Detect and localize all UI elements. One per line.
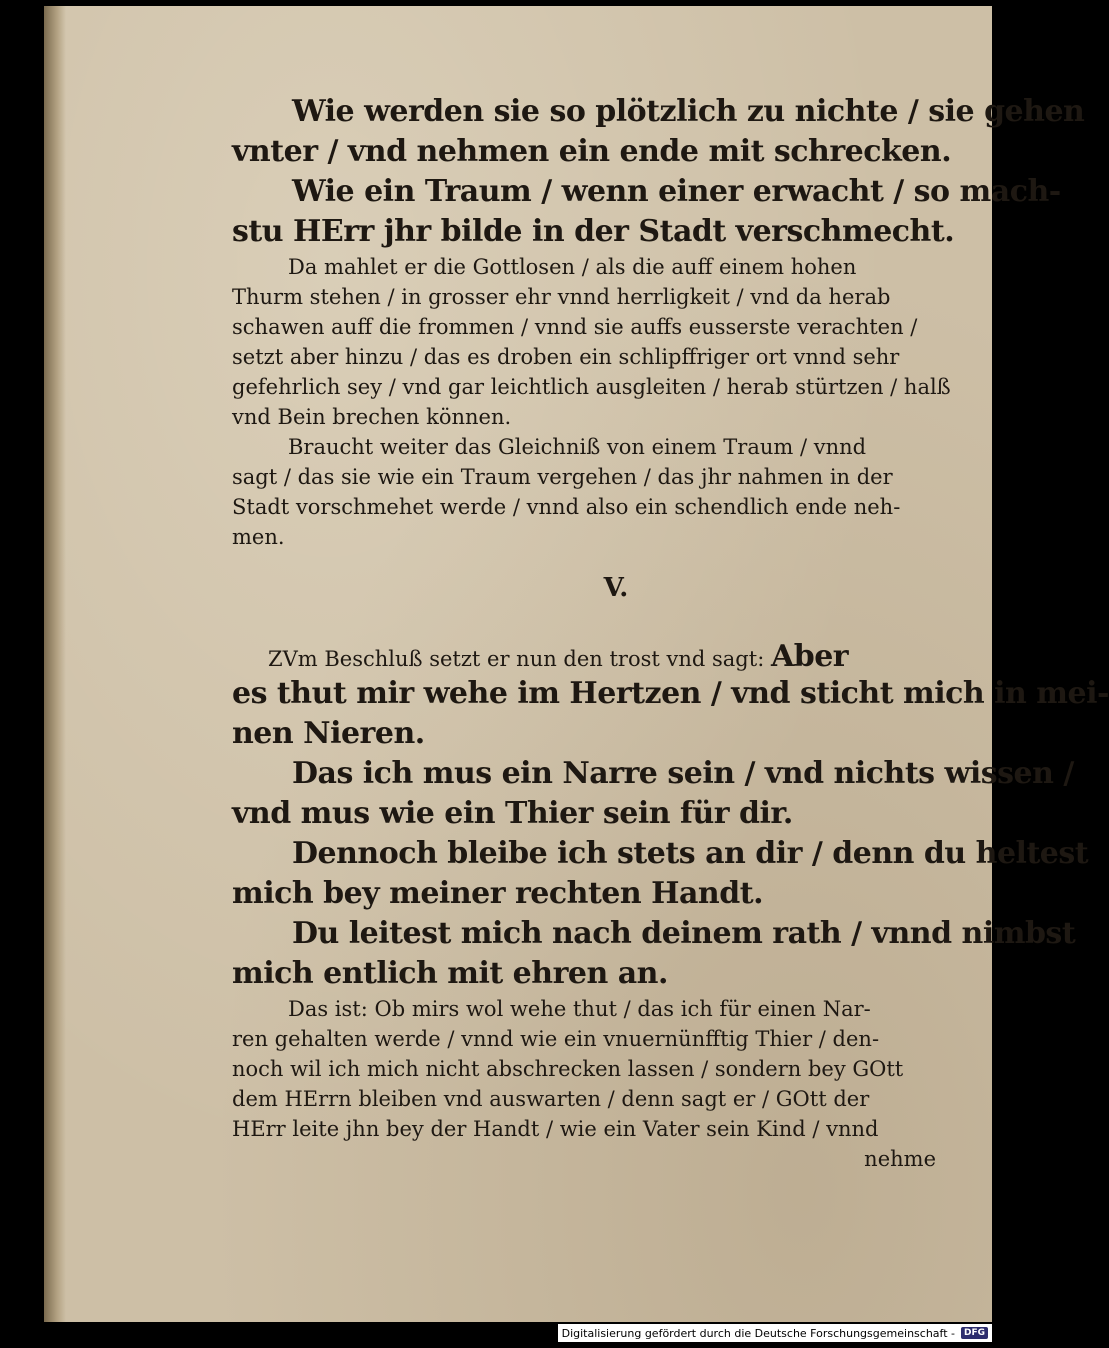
text-line: Braucht weiter das Gleichniß von einem Traum / vnnd <box>288 435 867 459</box>
text-line: es thut mir wehe im Hertzen / vnd sticht mich in mei- <box>232 676 1109 711</box>
footer-text: Digitalisierung gefördert durch die Deutsche Forschungsgemeinschaft - <box>561 1326 955 1340</box>
text-line <box>232 639 960 674</box>
text-line: Thurm stehen / in grosser ehr vnnd herrligkeit / vnd da herab <box>232 285 891 309</box>
text-line: mich entlich mit ehren an. <box>232 956 668 991</box>
catchword: nehme <box>864 1147 936 1171</box>
text-line: men. <box>232 525 285 549</box>
dfg-logo: DFG <box>961 1327 988 1339</box>
page-binding-edge <box>44 6 66 1322</box>
text-line: gefehrlich sey / vnd gar leichtlich ausgleiten / herab stürtzen / halß <box>232 375 951 399</box>
text-line: Das ist: Ob mirs wol wehe thut / das ich für einen Nar- <box>288 997 871 1021</box>
text-line: ren gehalten werde / vnnd wie ein vnuernünfftig Thier / den- <box>232 1027 880 1051</box>
text-line: nen Nieren. <box>232 716 425 751</box>
text-line: sagt / das sie wie ein Traum vergehen / das jhr nahmen in der <box>232 465 893 489</box>
text-line: stu HErr jhr bilde in der Stadt verschmecht. <box>232 214 955 249</box>
text-line: Wie werden sie so plötzlich zu nichte / sie gehen <box>292 94 1085 129</box>
text-line: Du leitest mich nach deinem rath / vnnd nimbst <box>292 916 1076 951</box>
text-line: Das ich mus ein Narre sein / vnd nichts wissen / <box>292 756 1074 791</box>
text-span-emphasis: Aber <box>770 639 849 674</box>
text-span: ZVm Beschluß setzt er nun den trost vnd sagt: <box>268 647 765 671</box>
text-line: Dennoch bleibe ich stets an dir / denn du heltest <box>292 836 1089 871</box>
text-line: vnter / vnd nehmen ein ende mit schrecken. <box>232 134 952 169</box>
text-line: mich bey meiner rechten Handt. <box>232 876 764 911</box>
text-line: Stadt vorschmehet werde / vnnd also ein schendlich ende neh- <box>232 495 901 519</box>
text-line: Da mahlet er die Gottlosen / als die auff einem hohen <box>288 255 857 279</box>
funding-footer <box>558 1324 992 1342</box>
text-line: dem HErrn bleiben vnd auswarten / denn sagt er / GOtt der <box>232 1087 870 1111</box>
text-line: HErr leite jhn bey der Handt / wie ein Vater sein Kind / vnnd <box>232 1117 879 1141</box>
text-line: vnd Bein brechen können. <box>232 405 512 429</box>
text-line: Wie ein Traum / wenn einer erwacht / so mach- <box>292 174 1061 209</box>
section-heading: V. <box>603 573 629 603</box>
text-line: vnd mus wie ein Thier sein für dir. <box>232 796 793 831</box>
page-text <box>232 92 1109 1174</box>
text-line: noch wil ich mich nicht abschrecken lassen / sondern bey GOtt <box>232 1057 904 1081</box>
text-line: setzt aber hinzu / das es droben ein schlipffriger ort vnnd sehr <box>232 345 900 369</box>
text-line: schawen auff die frommen / vnnd sie auffs eusserste verachten / <box>232 315 918 339</box>
